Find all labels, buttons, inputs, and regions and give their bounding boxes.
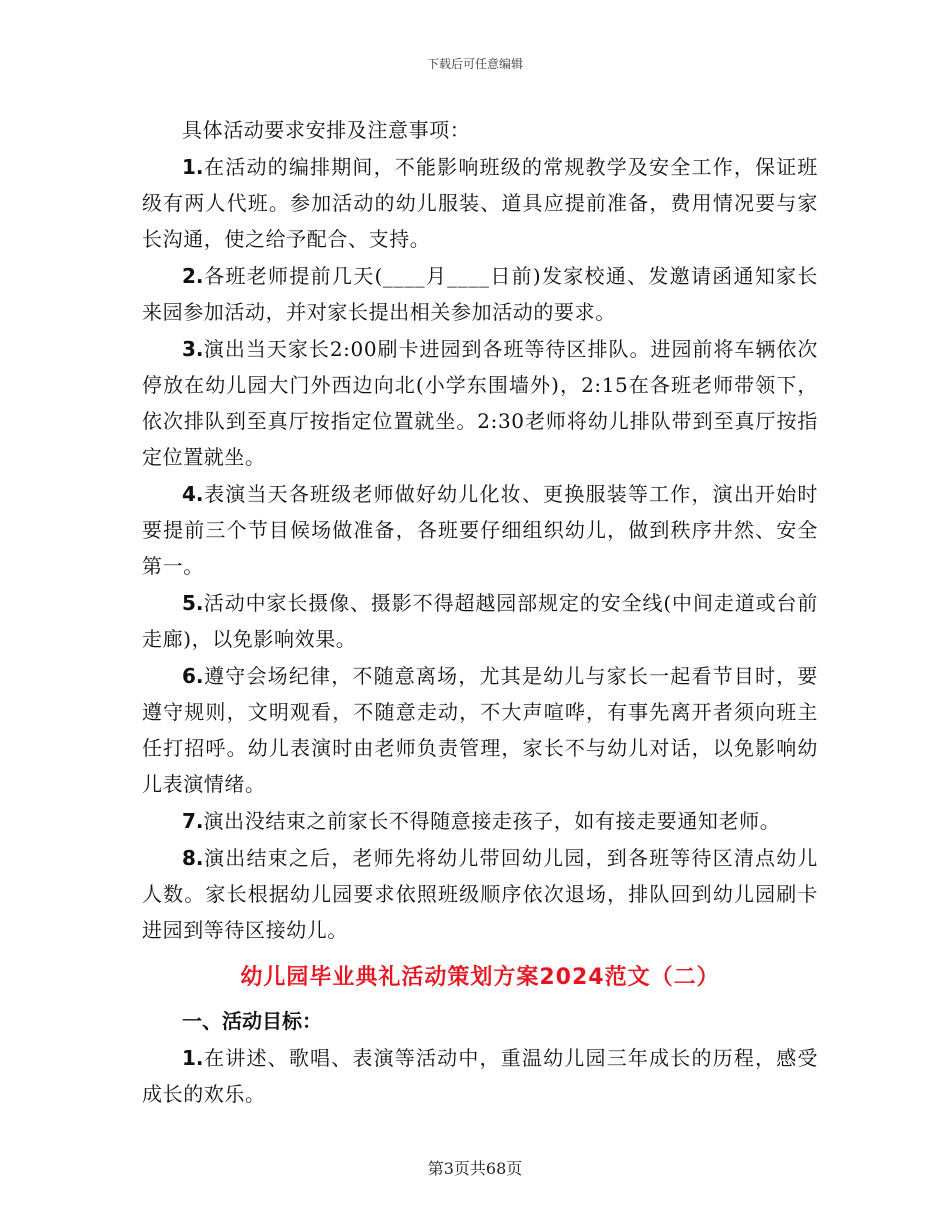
intro-paragraph: 具体活动要求安排及注意事项：: [182, 118, 471, 142]
document-body: [142, 112, 818, 1113]
item-text: 演出结束之后，老师先将幼儿带回幼儿园，到各班等待区清点幼儿人数。家长根据幼儿园要求依照班级顺序依次退场，排队回到幼儿园刷卡进园到等待区接幼儿。: [142, 846, 818, 942]
list-item-2: [142, 258, 818, 330]
item-text: 在活动的编排期间，不能影响班级的常规教学及安全工作，保证班级有两人代班。参加活动的幼儿服装、道具应提前准备，费用情况要与家长沟通，使之给予配合、支持。: [142, 155, 818, 251]
list-item-3: [142, 331, 818, 475]
item-text: 各班老师提前几天(____月____日前)发家校通、发邀请函通知家长来园参加活动，并对家长提出相关参加活动的要求。: [142, 264, 818, 324]
item-number: 1.: [182, 155, 204, 179]
goal-item-1: [142, 1040, 818, 1112]
item-number: 1.: [182, 1046, 204, 1070]
item-number: 4.: [182, 482, 204, 506]
item-number: 7.: [182, 809, 204, 833]
list-item-4: [142, 476, 818, 584]
item-text: 演出没结束之前家长不得随意接走孩子，如有接走要通知老师。: [203, 809, 781, 833]
list-item-6: [142, 658, 818, 802]
item-text: 表演当天各班级老师做好幼儿化妆、更换服装等工作，演出开始时要提前三个节目候场做准备，各班要仔细组织幼儿，做到秩序井然、安全第一。: [142, 482, 818, 578]
section-title: 幼儿园毕业典礼活动策划方案2024范文（二）: [240, 965, 720, 990]
item-number: 6.: [182, 664, 204, 688]
page-header: 下载后可任意编辑: [426, 57, 523, 71]
subheading: 一、活动目标：: [182, 1009, 322, 1033]
item-number: 5.: [182, 591, 204, 615]
item-text: 在讲述、歌唱、表演等活动中，重温幼儿园三年成长的历程，感受成长的欢乐。: [142, 1046, 818, 1106]
item-text: 演出当天家长2:00刷卡进园到各班等待区排队。进园前将车辆依次停放在幼儿园大门外西边向北(小学东围墙外)，2:15在各班老师带领下，依次排队到至真厅按指定位置就坐。2:30老师将幼儿排队带到至真厅按指定位置就坐。: [142, 337, 818, 469]
page-footer: 第3页共68页: [427, 1159, 523, 1178]
item-number: 2.: [182, 264, 204, 288]
list-item-8: [142, 840, 818, 948]
list-item-7: [142, 803, 818, 839]
list-item-1: [142, 149, 818, 257]
item-text: 遵守会场纪律，不随意离场，尤其是幼儿与家长一起看节目时，要遵守规则，文明观看，不随意走动，不大声喧哗，有事先离开者须向班主任打招呼。幼儿表演时由老师负责管理，家长不与幼儿对话，以免影响幼儿表演情绪。: [142, 664, 818, 796]
item-number: 3.: [182, 337, 204, 361]
item-number: 8.: [182, 846, 204, 870]
item-text: 活动中家长摄像、摄影不得超越园部规定的安全线(中间走道或台前走廊)，以免影响效果。: [142, 591, 818, 651]
list-item-5: [142, 585, 818, 657]
